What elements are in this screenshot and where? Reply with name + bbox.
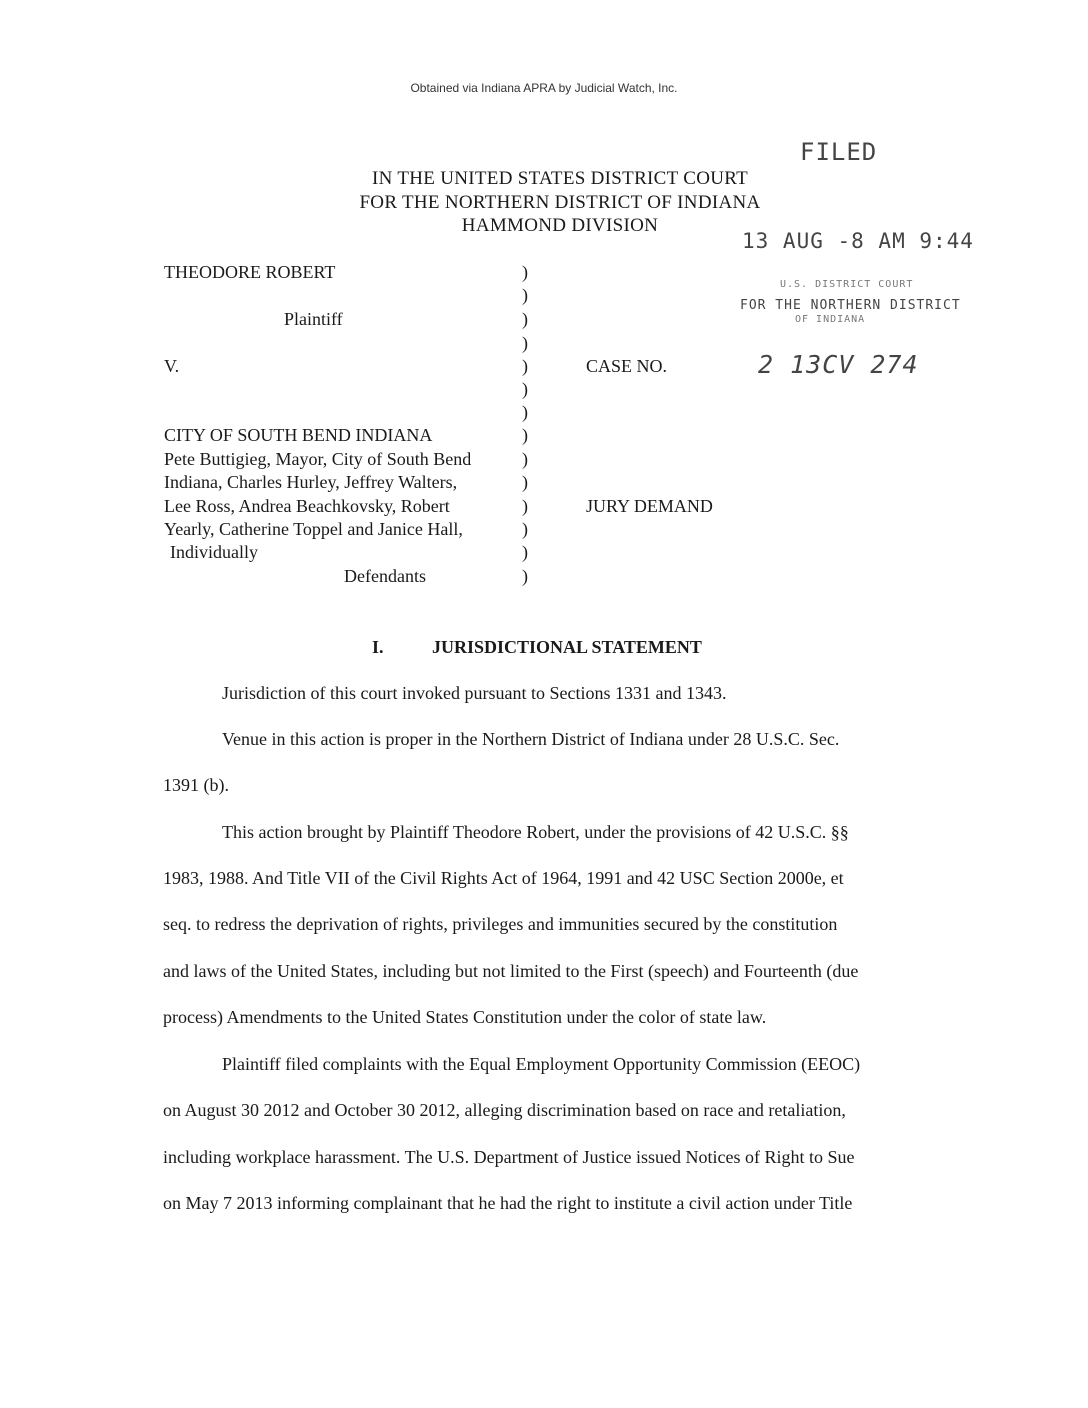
caption-paren: ) [522, 425, 528, 445]
caption-paren: ) [522, 333, 528, 353]
stamp-clerk-line1: U.S. DISTRICT COURT [780, 279, 914, 290]
body-line: Jurisdiction of this court invoked pursuant to Sections 1331 and 1343. [222, 683, 727, 703]
body-line: 1983, 1988. And Title VII of the Civil Rights Act of 1964, 1991 and 42 USC Section 2000e, et [163, 868, 844, 888]
defendant-line: Individually [170, 542, 258, 562]
defendant-line: CITY OF SOUTH BEND INDIANA [164, 425, 433, 445]
caption-paren: ) [522, 309, 528, 329]
caption-paren: ) [522, 379, 528, 399]
stamp-clerk-line3: OF INDIANA [795, 314, 866, 325]
body-line: seq. to redress the deprivation of rights, privileges and immunities secured by the constitution [163, 914, 838, 934]
body-line: Venue in this action is proper in the Northern District of Indiana under 28 U.S.C. Sec. [222, 729, 840, 749]
caption-paren: ) [522, 356, 528, 376]
caption-paren: ) [522, 262, 528, 282]
body-line: on May 7 2013 informing complainant that he had the right to institute a civil action under Title [163, 1193, 853, 1213]
defendant-line: Pete Buttigieg, Mayor, City of South Bend [164, 449, 472, 469]
body-line: 1391 (b). [163, 775, 229, 795]
defendants-label: Defendants [344, 566, 426, 586]
body-line: including workplace harassment. The U.S. Department of Justice issued Notices of Right to Sue [163, 1147, 855, 1167]
caption-paren: ) [522, 496, 528, 516]
caption-paren: ) [522, 519, 528, 539]
plaintiff-label: Plaintiff [284, 309, 343, 329]
caption-paren: ) [522, 566, 528, 586]
court-line-1: IN THE UNITED STATES DISTRICT COURT [371, 168, 749, 189]
caption-paren: ) [522, 402, 528, 422]
jury-demand: JURY DEMAND [586, 496, 713, 516]
stamp-case-number: 2 13CV 274 [758, 350, 919, 379]
court-line-3: HAMMOND DIVISION [461, 215, 659, 236]
court-line-2: FOR THE NORTHERN DISTRICT OF INDIANA [359, 192, 761, 213]
body-line: process) Amendments to the United States Constitution under the color of state law. [163, 1007, 767, 1027]
stamp-date: 13 AUG -8 AM 9:44 [742, 229, 974, 253]
source-note: Obtained via Indiana APRA by Judicial Watch, Inc. [410, 81, 678, 95]
body-line: on August 30 2012 and October 30 2012, alleging discrimination based on race and retaliation, [163, 1100, 846, 1120]
filed-stamp: FILED [800, 138, 878, 166]
section-number: I. [372, 637, 384, 657]
defendant-line: Yearly, Catherine Toppel and Janice Hall, [164, 519, 463, 539]
section-title: JURISDICTIONAL STATEMENT [432, 637, 702, 657]
caption-paren: ) [522, 542, 528, 562]
defendant-line: Indiana, Charles Hurley, Jeffrey Walters, [164, 472, 458, 492]
plaintiff-name: THEODORE ROBERT [164, 262, 336, 282]
caption-paren: ) [522, 449, 528, 469]
stamp-clerk-line2: FOR THE NORTHERN DISTRICT [740, 298, 961, 313]
defendant-line: Lee Ross, Andrea Beachkovsky, Robert [164, 496, 450, 516]
case-no-label: CASE NO. [586, 356, 668, 376]
body-line: Plaintiff filed complaints with the Equal Employment Opportunity Commission (EEOC) [222, 1054, 861, 1074]
caption-paren: ) [522, 285, 528, 305]
caption-paren: ) [522, 472, 528, 492]
body-line: This action brought by Plaintiff Theodore Robert, under the provisions of 42 U.S.C. §§ [222, 822, 849, 842]
versus: V. [164, 356, 180, 376]
body-line: and laws of the United States, including but not limited to the First (speech) and Fourteenth (due [163, 961, 859, 981]
